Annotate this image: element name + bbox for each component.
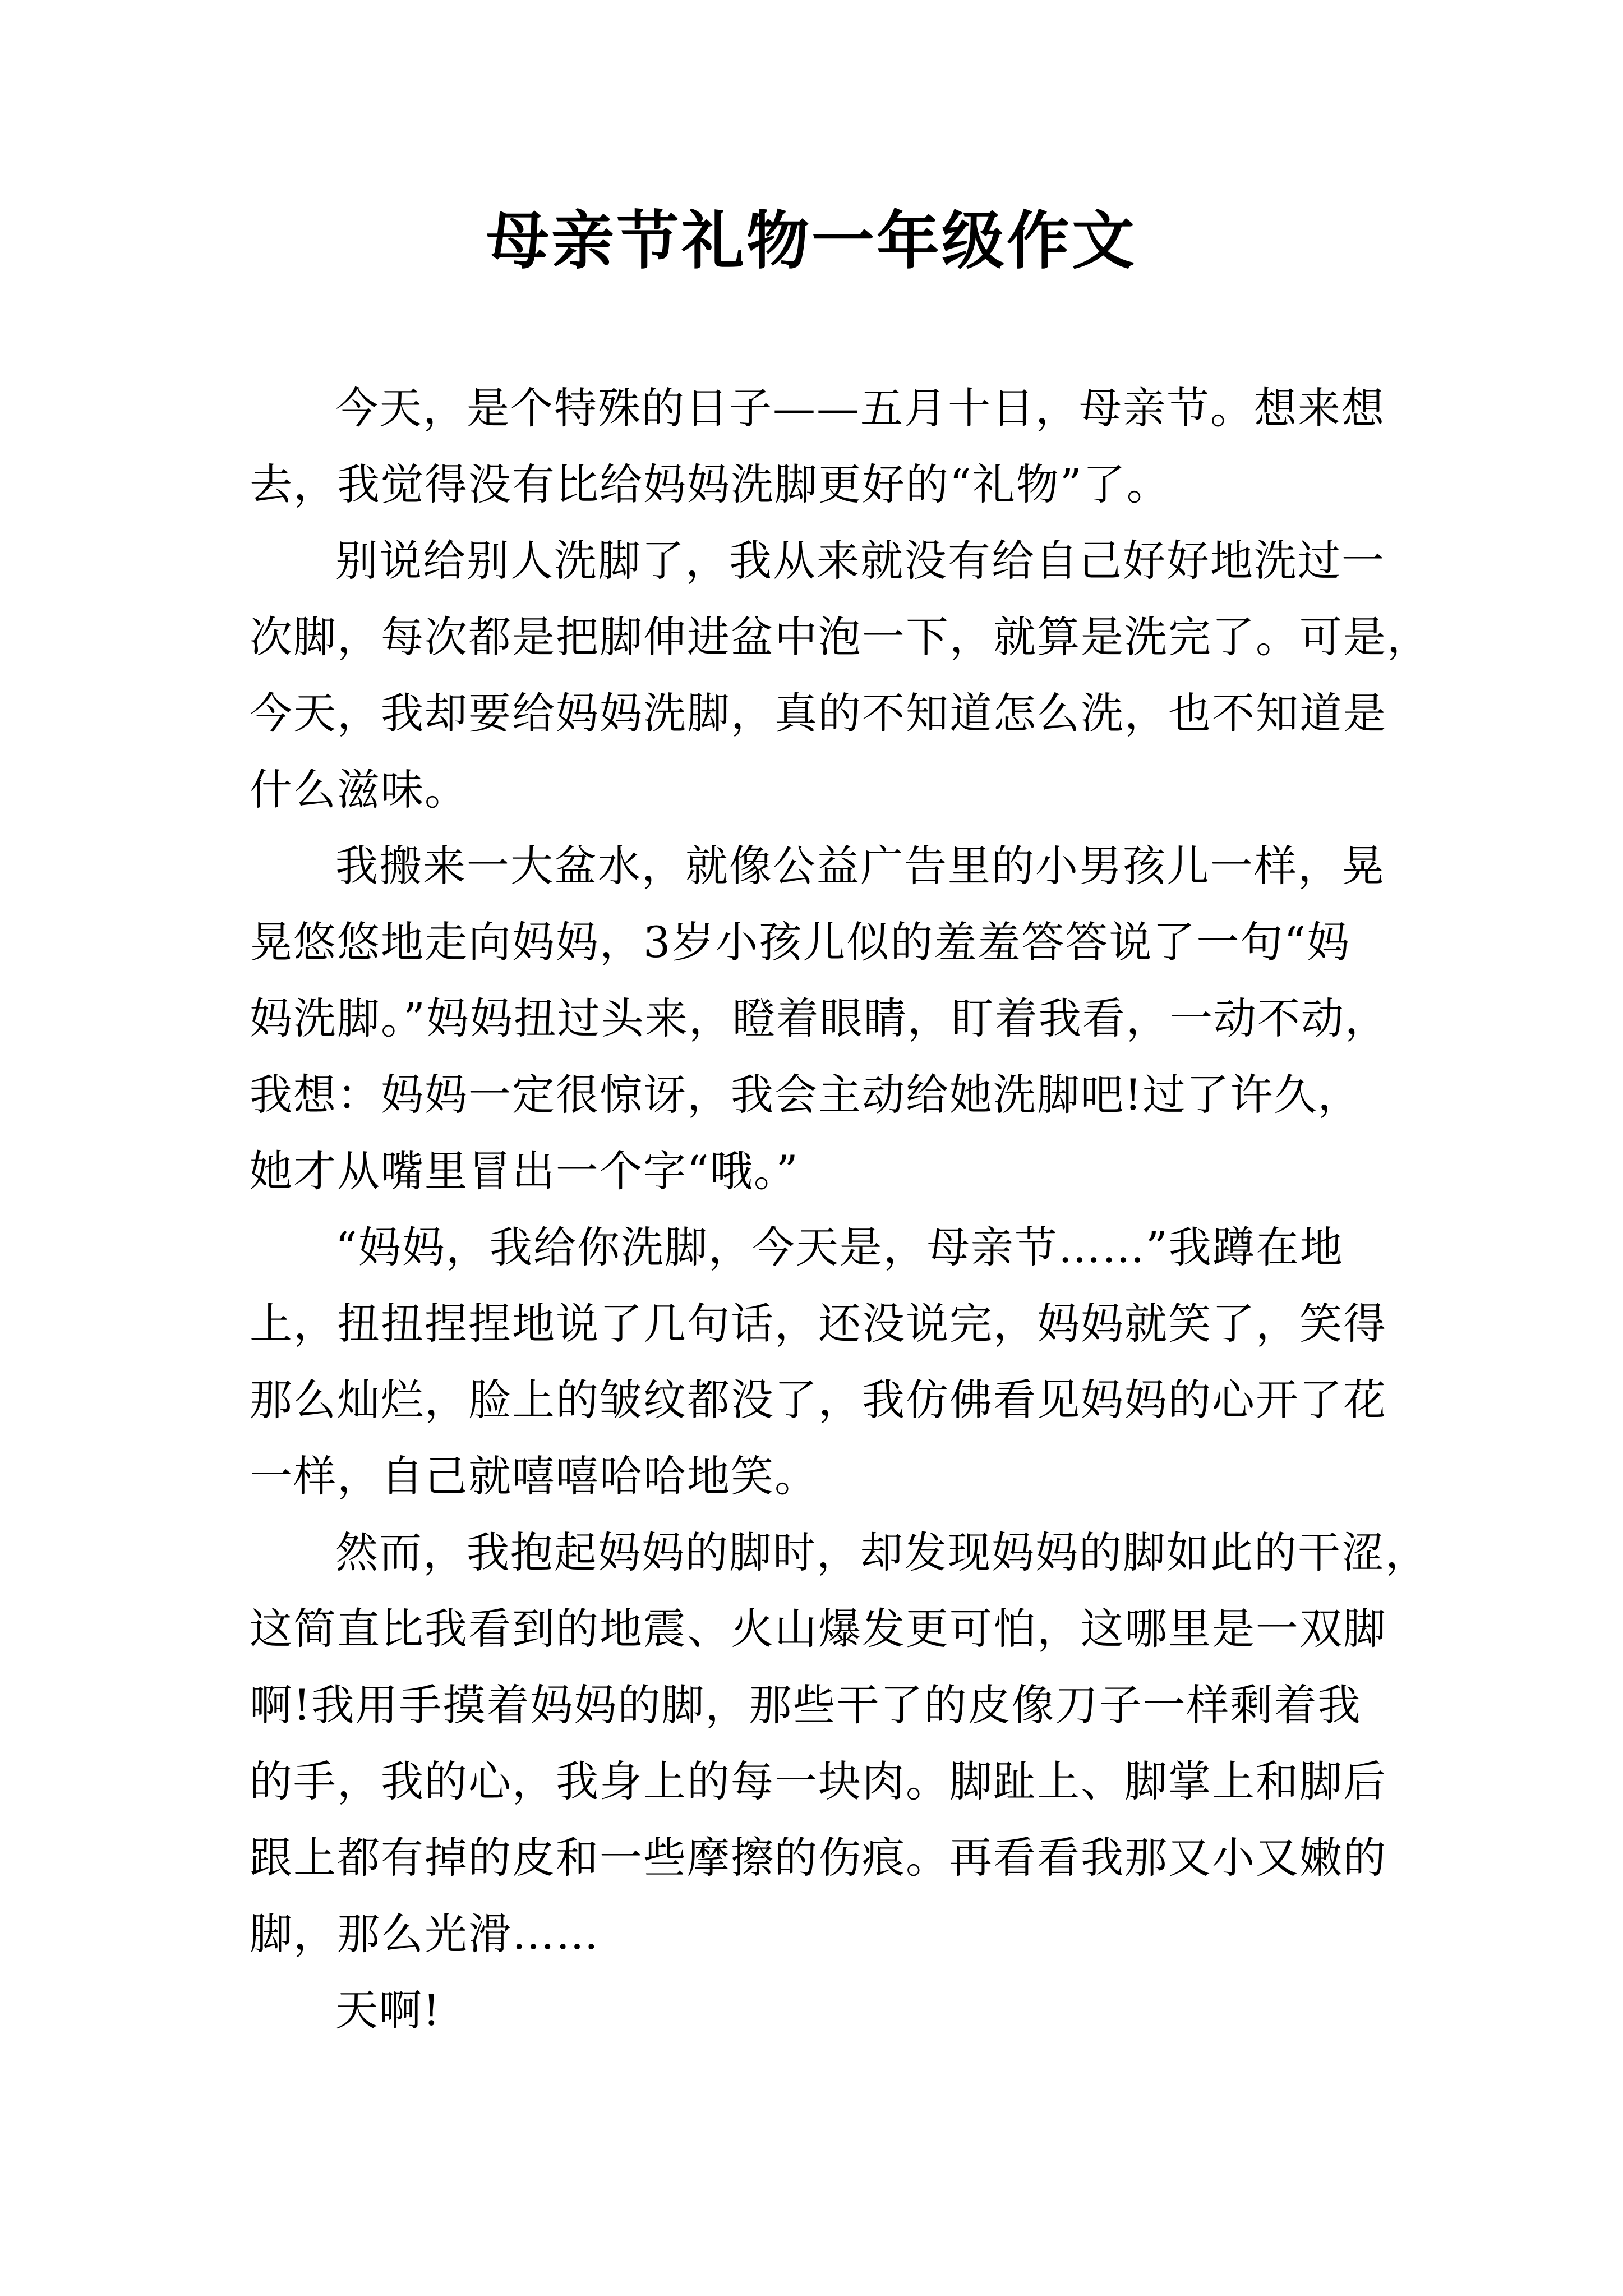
text-line: 跟上都有掉的皮和一些摩擦的伤痕。再看看我那又小又嫩的: [250, 1833, 1387, 1883]
text-line: 什么滋味。: [250, 765, 468, 815]
text-line: 别说给别人洗脚了，我从来就没有给自己好好地洗过一: [335, 536, 1385, 586]
text-line: 上，扭扭捏捏地说了几句话，还没说完，妈妈就笑了，笑得: [250, 1299, 1387, 1349]
paragraph: [250, 828, 1388, 1209]
text-line: “妈妈，我给你洗脚，今天是，母亲节……”我蹲在地: [335, 1222, 1344, 1272]
text-line: 我想：妈妈一定很惊讶，我会主动给她洗脚吧!过了许久，: [250, 1070, 1362, 1120]
text-line: 的手，我的心，我身上的每一块肉。脚趾上、脚掌上和脚后: [250, 1756, 1387, 1806]
paragraph: [250, 1972, 1388, 2049]
paragraph: [250, 1209, 1388, 1515]
text-line: 我搬来一大盆水，就像公益广告里的小男孩儿一样，晃: [335, 841, 1385, 891]
text-line: 去，我觉得没有比给妈妈洗脚更好的“礼物”了。: [250, 459, 1170, 509]
text-line: 今天，我却要给妈妈洗脚，真的不知道怎么洗，也不知道是: [250, 688, 1387, 738]
paragraph: [250, 523, 1431, 828]
text-line: 她才从嘴里冒出一个字“哦。”: [250, 1146, 799, 1196]
document-title: 母亲节礼物一年级作文: [486, 204, 1137, 278]
text-line: 那么灿烂，脸上的皱纹都没了，我仿佛看见妈妈的心开了花: [250, 1375, 1387, 1425]
paragraph: [250, 1515, 1429, 1972]
text-line: 次脚，每次都是把脚伸进盆中泡一下，就算是洗完了。可是，: [250, 612, 1431, 662]
text-line: 晃悠悠地走向妈妈，3岁小孩儿似的羞羞答答说了一句“妈: [250, 917, 1351, 967]
text-line: 这简直比我看到的地震、火山爆发更可怕，这哪里是一双脚: [250, 1604, 1387, 1654]
text-line: 一样，自己就嘻嘻哈哈地笑。: [250, 1451, 818, 1501]
text-line: 天啊!: [335, 1985, 441, 2035]
paragraph: [250, 370, 1388, 523]
text-line: 啊!我用手摸着妈妈的脚，那些干了的皮像刀子一样剩着我: [250, 1680, 1362, 1730]
text-line: 然而，我抱起妈妈的脚时，却发现妈妈的脚如此的干涩，: [335, 1527, 1429, 1577]
text-line: 脚，那么光滑……: [250, 1909, 600, 1959]
document-body: [250, 370, 1431, 2049]
text-line: 妈洗脚。”妈妈扭过头来，瞪着眼睛，盯着我看，一动不动，: [250, 993, 1389, 1043]
text-line: 今天，是个特殊的日子——五月十日，母亲节。想来想: [335, 383, 1385, 433]
